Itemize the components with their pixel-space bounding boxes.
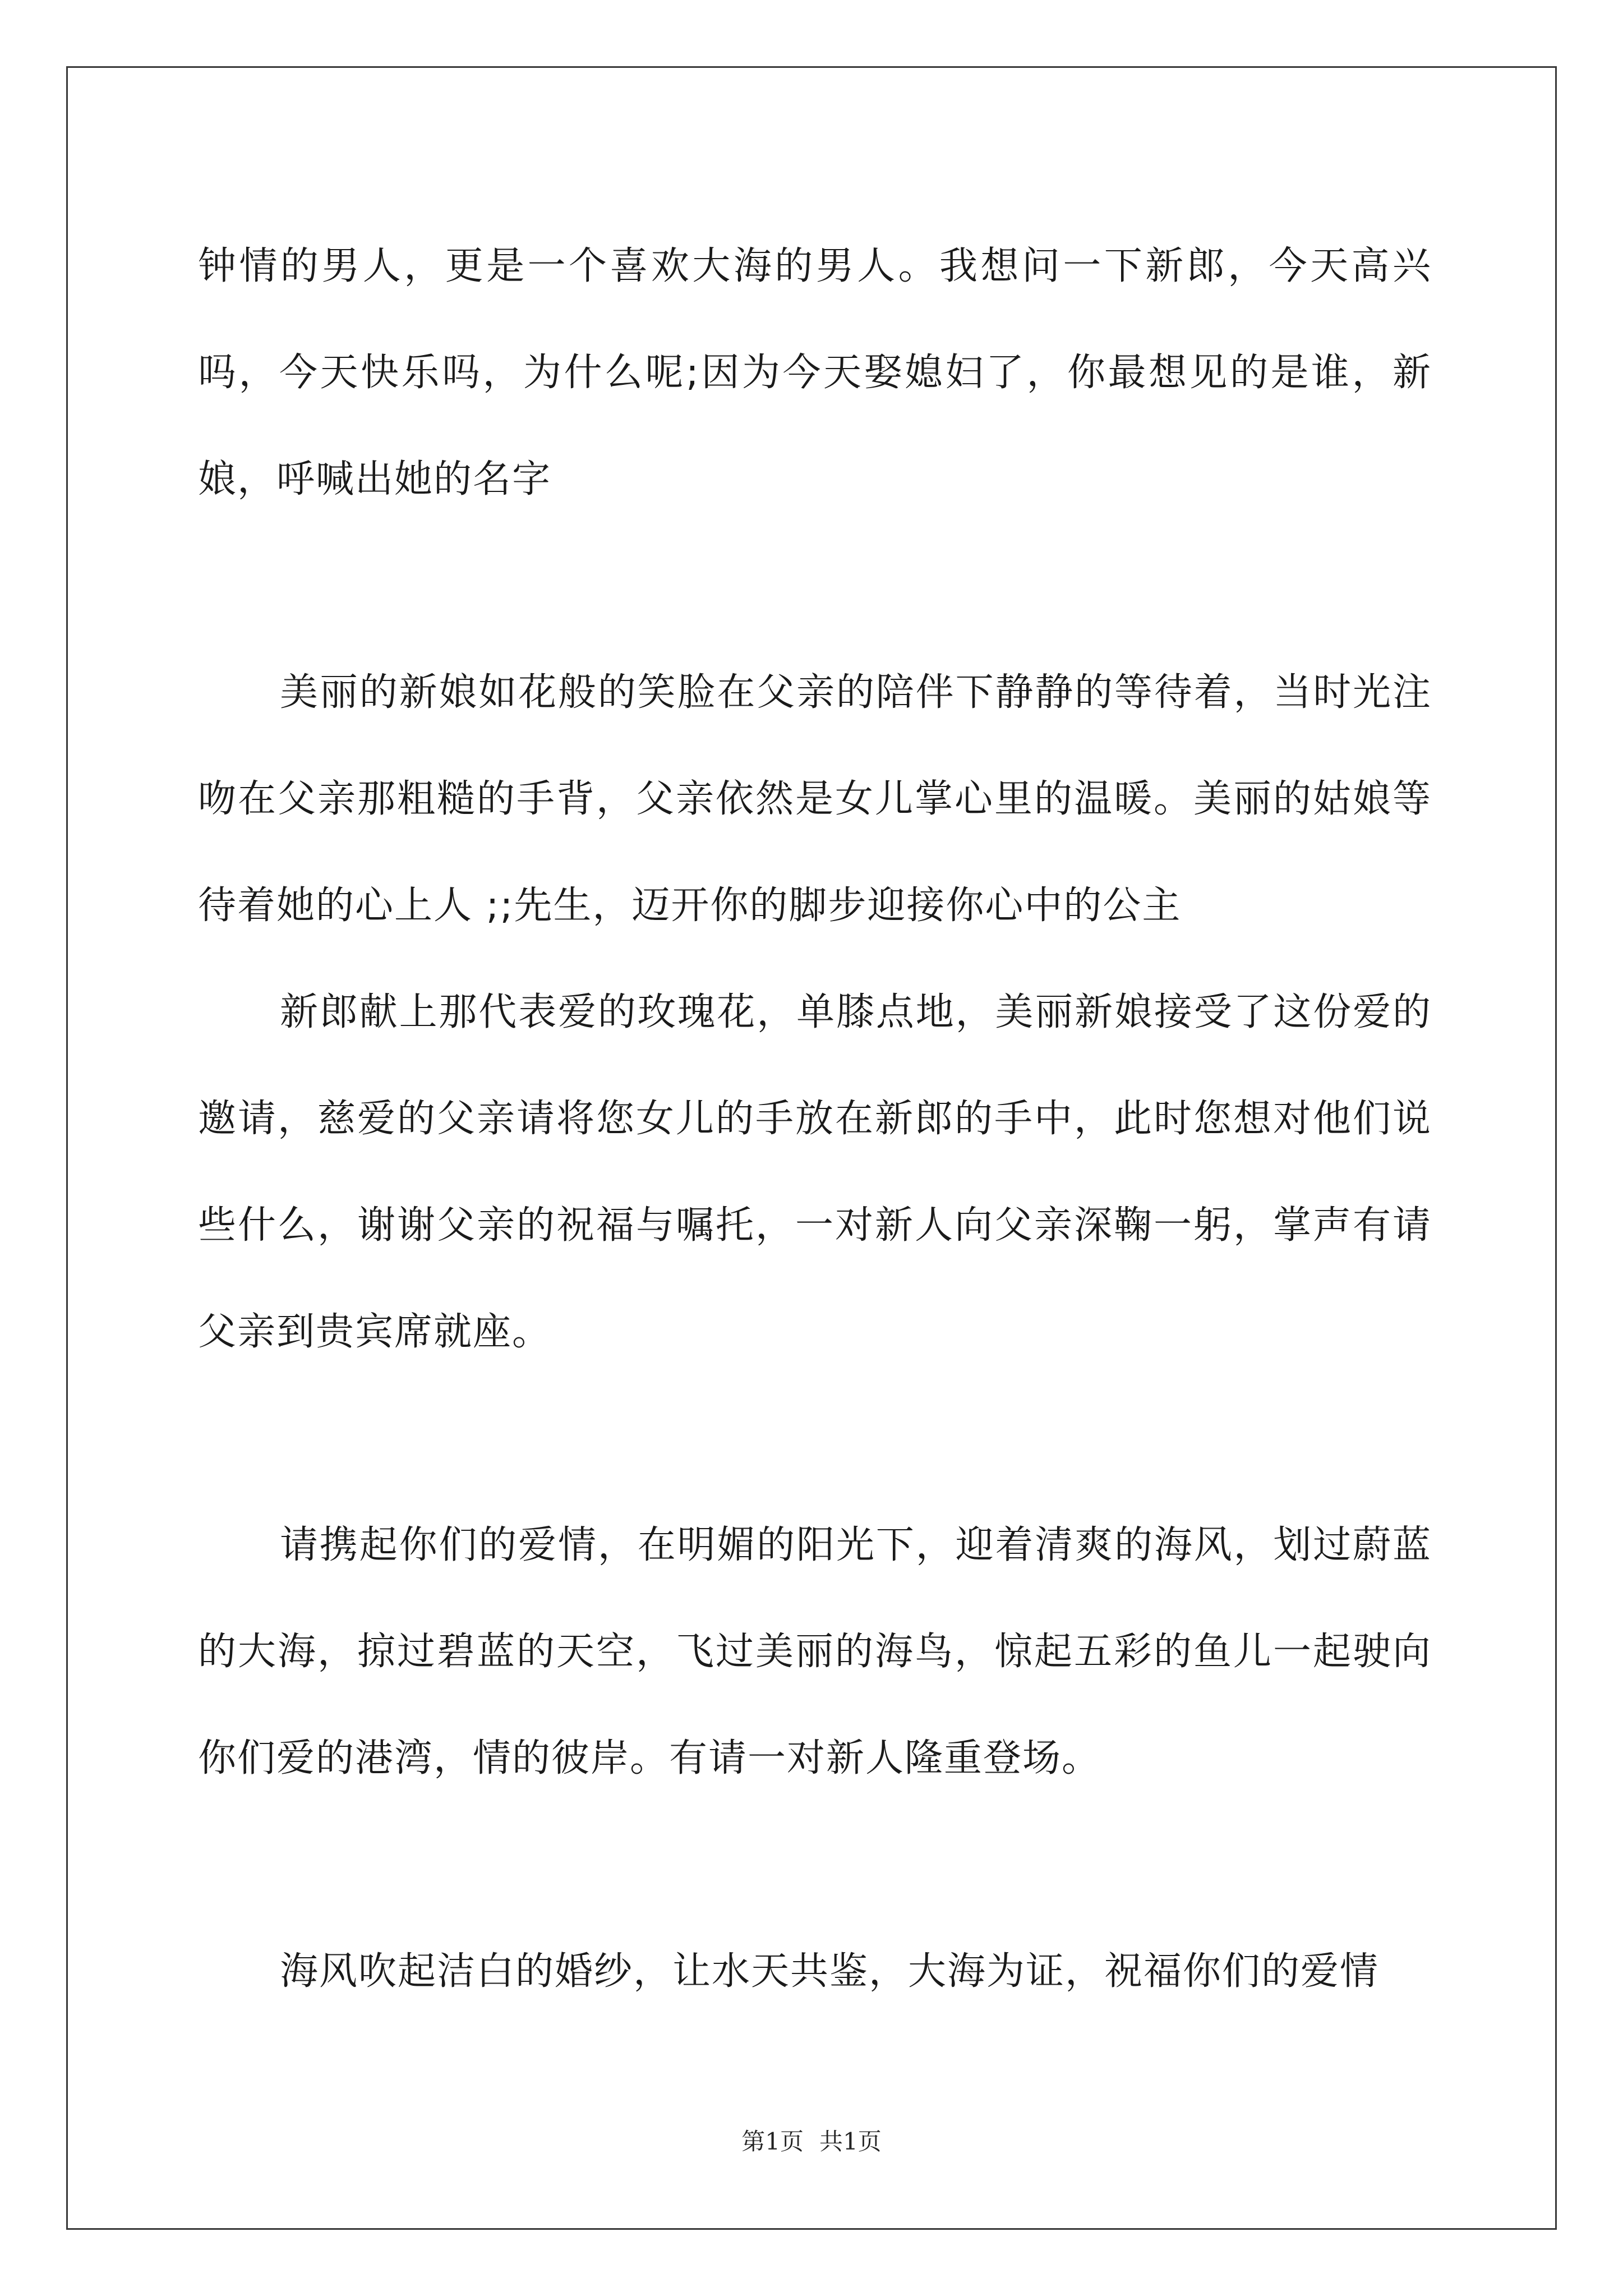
page-number-current: 第1页 bbox=[741, 2128, 804, 2155]
paragraph-4: 请携起你们的爱情，在明媚的阳光下，迎着清爽的海风，划过蔚蓝的大海，掠过碧蓝的天空，飞过美丽的海鸟，惊起五彩的鱼儿一起驶向你们爱的港湾，情的彼岸。有请一对新人隆重登场。 bbox=[198, 1523, 1432, 1780]
paragraph-2: 美丽的新娘如花般的笑脸在父亲的陪伴下静静的等待着，当时光注吻在父亲那粗糙的手背，父亲依然是女儿掌心里的温暖。美丽的姑娘等待着她的心上人 ;;先生，迈开你的脚步迎接你心中的公主 bbox=[198, 670, 1432, 928]
paragraph-3: 新郎献上那代表爱的玫瑰花，单膝点地，美丽新娘接受了这份爱的邀请，慈爱的父亲请将您女儿的手放在新郎的手中，此时您想对他们说些什么，谢谢父亲的祝福与嘱托，一对新人向父亲深鞠一躬，掌声有请父亲到贵宾席就座。 bbox=[198, 990, 1432, 1354]
page-number-total: 共1页 bbox=[819, 2128, 882, 2155]
paragraph-gap bbox=[198, 1812, 1432, 1918]
paragraph-5: 海风吹起洁白的婚纱，让水天共鉴，大海为证，祝福你们的爱情 bbox=[280, 1949, 1380, 1994]
paragraph-gap bbox=[198, 533, 1432, 639]
page-footer bbox=[0, 2123, 1623, 2157]
paragraph-gap bbox=[198, 1386, 1432, 1492]
paragraph-1: 钟情的男人，更是一个喜欢大海的男人。我想问一下新郎，今天高兴吗，今天快乐吗，为什么呢;因为今天娶媳妇了，你最想见的是谁，新娘，呼喊出她的名字 bbox=[198, 244, 1432, 501]
document-body bbox=[198, 213, 1432, 2025]
